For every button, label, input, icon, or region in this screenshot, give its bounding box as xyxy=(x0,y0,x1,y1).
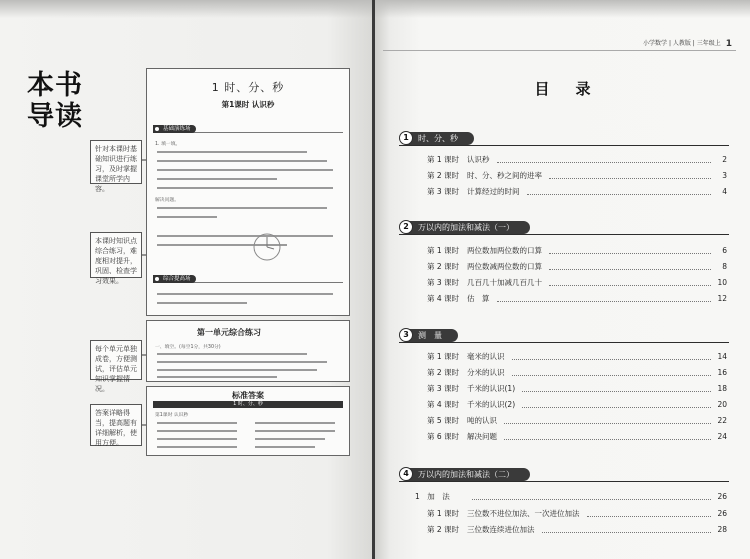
toc-entry[interactable] xyxy=(427,185,727,199)
solve-heading: 解决问题。 xyxy=(155,198,179,203)
lesson-label: 第 3 课时 xyxy=(427,187,460,196)
unit-title: 万以内的加法和减法（一） xyxy=(406,221,530,234)
lesson-title: 几百几十加减几百几十 xyxy=(467,278,542,287)
lesson-label: 第 1 课时 xyxy=(427,246,460,255)
toc-entry[interactable] xyxy=(427,169,727,183)
page-ref: 28 xyxy=(717,525,727,534)
page-ref: 12 xyxy=(717,294,727,303)
text-line xyxy=(157,207,327,209)
sample-answers-sheet xyxy=(146,386,350,456)
toc-subsection[interactable] xyxy=(415,490,727,504)
left-page xyxy=(0,0,372,559)
toc-entry[interactable] xyxy=(427,507,727,521)
toc-entry[interactable] xyxy=(427,260,727,274)
leader-dots xyxy=(504,439,711,440)
page-ref: 16 xyxy=(717,368,727,377)
lesson-title: 解决问题 xyxy=(467,432,497,441)
leader-dots xyxy=(512,375,712,376)
callout-basic: 针对本课时基础知识进行练习，及时掌握课堂所学内容。 xyxy=(90,140,142,184)
text-line xyxy=(157,160,327,162)
toc-entry[interactable] xyxy=(427,414,727,428)
subsection-label: 1 加 法 xyxy=(415,492,450,501)
page-ref: 26 xyxy=(717,509,727,518)
toc-entry[interactable] xyxy=(427,430,727,444)
leader-dots xyxy=(497,301,712,302)
lesson-title: 两位数加两位数的口算 xyxy=(467,246,542,255)
text-line xyxy=(157,169,333,171)
page-ref: 22 xyxy=(717,416,727,425)
lesson-label: 第 6 课时 xyxy=(427,432,460,441)
basic-section-bar xyxy=(153,125,343,133)
text-line xyxy=(255,430,335,432)
toc-entry[interactable] xyxy=(427,382,727,396)
lesson-title: 两位数减两位数的口算 xyxy=(467,262,542,271)
text-line xyxy=(157,178,277,180)
answers-title: 标准答案 xyxy=(232,391,264,400)
text-line xyxy=(157,187,333,189)
lesson-label: 第 3 课时 xyxy=(427,384,460,393)
page-ref: 24 xyxy=(717,432,727,441)
page-ref: 3 xyxy=(722,171,727,180)
unit-number: 1 xyxy=(399,131,413,145)
basic-section-tag: 基础演练场 xyxy=(153,125,196,133)
text-line xyxy=(255,446,315,448)
lesson-title: 千米的认识(1) xyxy=(467,384,516,393)
callout-unit-test: 每个单元单独成卷，方便测试，评估单元知识掌握情况。 xyxy=(90,340,142,380)
leader-dots xyxy=(522,407,711,408)
leader-dots xyxy=(549,253,711,254)
guide-title-line2: 导读 xyxy=(27,101,83,132)
toc-entry[interactable] xyxy=(427,276,727,290)
running-head xyxy=(643,38,732,49)
sample-lesson-sheet xyxy=(146,68,350,316)
advanced-section-bar xyxy=(153,275,343,283)
page-number: 1 xyxy=(725,39,732,49)
lesson-title: 三位数不进位加法、一次进位加法 xyxy=(467,509,580,518)
text-line xyxy=(157,430,237,432)
lesson-title: 认识秒 xyxy=(467,155,490,164)
callout-advanced: 本课时知识点综合练习，难度相对提升，巩固、检查学习效果。 xyxy=(90,232,142,278)
page-ref: 18 xyxy=(717,384,727,393)
text-line xyxy=(157,353,307,355)
leader-dots xyxy=(504,423,711,424)
page-ref: 8 xyxy=(722,262,727,271)
text-line xyxy=(157,293,333,295)
leader-dots xyxy=(587,516,712,517)
page-shadow xyxy=(375,0,750,18)
lesson-label: 第 1 课时 xyxy=(427,509,460,518)
advanced-section-tag: 综合提高场 xyxy=(153,275,196,283)
header-rule xyxy=(383,50,736,51)
answers-line: 第1课时 认识秒 xyxy=(155,413,189,418)
lesson-label: 第 2 课时 xyxy=(427,262,460,271)
toc-title: 目录 xyxy=(534,80,617,98)
lesson-label: 第 1 课时 xyxy=(427,155,460,164)
lesson-title: 时、分、秒之间的进率 xyxy=(467,171,542,180)
right-page xyxy=(375,0,750,559)
text-line xyxy=(157,216,217,218)
unit-title: 万以内的加法和减法（二） xyxy=(406,468,530,481)
page-ref: 26 xyxy=(717,492,727,501)
lesson-title: 吨的认识 xyxy=(467,416,497,425)
leader-dots xyxy=(549,285,711,286)
lesson-label: 第 4 课时 xyxy=(427,400,460,409)
leader-dots xyxy=(527,194,712,195)
page-ref: 20 xyxy=(717,400,727,409)
unit-header-3[interactable] xyxy=(399,328,729,343)
leader-dots xyxy=(549,178,711,179)
practice-line: 一、填空。(每空1分，共30分) xyxy=(155,345,221,350)
toc-entry[interactable] xyxy=(427,366,727,380)
lesson-title: 计算经过的时间 xyxy=(467,187,520,196)
text-line xyxy=(255,422,335,424)
page-ref: 2 xyxy=(722,155,727,164)
leader-dots xyxy=(512,359,712,360)
guide-title-line1: 本书 xyxy=(27,70,83,101)
text-line xyxy=(157,422,237,424)
page-ref: 14 xyxy=(717,352,727,361)
sample-practice-sheet xyxy=(146,320,350,382)
lesson-label: 第 3 课时 xyxy=(427,278,460,287)
lesson-title: 估 算 xyxy=(467,294,490,303)
text-line xyxy=(157,446,237,448)
unit-number: 4 xyxy=(399,467,413,481)
toc-entry[interactable] xyxy=(427,292,727,306)
leader-dots xyxy=(522,391,711,392)
lesson-label: 第 4 课时 xyxy=(427,294,460,303)
running-head-text: 小学数学 | 人教版 | 三年级上 xyxy=(643,40,721,47)
text-line xyxy=(255,438,325,440)
page-ref: 10 xyxy=(717,278,727,287)
page-ref: 6 xyxy=(722,246,727,255)
leader-dots xyxy=(542,532,712,533)
toc-entry[interactable] xyxy=(427,398,727,412)
text-line xyxy=(157,369,317,371)
lesson-title: 千米的认识(2) xyxy=(467,400,516,409)
toc-entry[interactable] xyxy=(427,244,727,258)
clock-illustration-icon xyxy=(242,227,292,267)
answers-bar: 1 时、分、秒 xyxy=(153,401,343,408)
unit-number: 2 xyxy=(399,220,413,234)
lesson-title: 三位数连续进位加法 xyxy=(467,525,535,534)
toc-entry[interactable] xyxy=(427,523,727,537)
unit-title: 时、分、秒 xyxy=(406,132,474,145)
lesson-label: 第 1 课时 xyxy=(427,352,460,361)
fill-heading: 1. 填一填。 xyxy=(155,142,181,147)
page-ref: 4 xyxy=(722,187,727,196)
text-line xyxy=(157,302,247,304)
lesson-title: 分米的认识 xyxy=(467,368,505,377)
unit-header-2[interactable] xyxy=(399,220,729,235)
text-line xyxy=(157,376,277,378)
lesson-label: 第 2 课时 xyxy=(427,368,460,377)
practice-title: 第一单元综合练习 xyxy=(197,328,261,337)
lesson-label: 第 2 课时 xyxy=(427,525,460,534)
sample-lesson-title: 1 时、分、秒 xyxy=(211,81,285,94)
leader-dots xyxy=(472,499,711,500)
lesson-title: 毫米的认识 xyxy=(467,352,505,361)
text-line xyxy=(157,438,237,440)
unit-header-1[interactable] xyxy=(399,131,729,146)
text-line xyxy=(157,151,307,153)
unit-header-4[interactable] xyxy=(399,467,729,482)
unit-number: 3 xyxy=(399,328,413,342)
text-line xyxy=(157,361,327,363)
sample-lesson-subtitle: 第1课时 认识秒 xyxy=(221,100,275,109)
callout-answers: 答案详略得当，提高题有详细解析，使用方便。 xyxy=(90,404,142,446)
toc-entry[interactable] xyxy=(427,350,727,364)
toc-entry[interactable] xyxy=(427,153,727,167)
lesson-label: 第 5 课时 xyxy=(427,416,460,425)
leader-dots xyxy=(549,269,711,270)
leader-dots xyxy=(497,162,712,163)
lesson-label: 第 2 课时 xyxy=(427,171,460,180)
unit-title: 测 量 xyxy=(406,329,458,342)
